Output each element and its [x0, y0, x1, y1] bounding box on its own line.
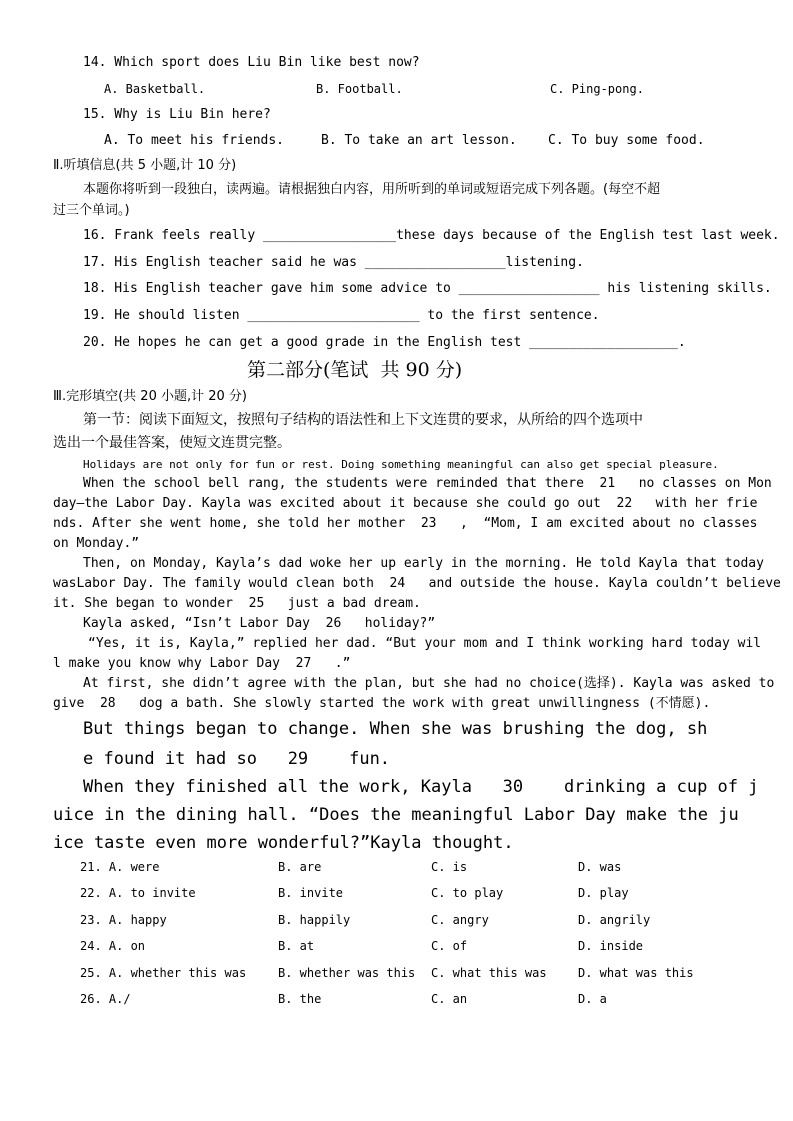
passage-line: “Yes, it is, Kayla,” replied her dad. “But your mom and I think working hard today wil [88, 636, 762, 651]
choice-option-d: D. angrily [578, 913, 651, 927]
q14-option-b: B. Football. [316, 82, 403, 96]
passage-line: day—the Labor Day. Kayla was excited about it because she could go out 22 with her frie [53, 496, 758, 511]
passage-line: At first, she didn’t agree with the plan, but she had no choice(选择). Kayla was asked to [83, 676, 775, 691]
choice-option-b: B. happily [278, 913, 351, 927]
passage-line: l make you know why Labor Day 27 .” [53, 656, 351, 671]
passage-line-large: e found it had so 29 fun. [83, 749, 391, 769]
section-3-instruction-line1: 第一节：阅读下面短文，按照句子结构的语法性和上下文连贯的要求，从所给的四个选项中 [83, 412, 643, 428]
section-2-instruction-line1: 本题你将听到一段独白，读两遍。请根据独白内容，用所听到的单词或短语完成下列各题。(每空不超 [83, 182, 661, 197]
q14-option-a: A. Basketball. [104, 82, 206, 96]
question-15: 15. Why is Liu Bin here? [83, 107, 271, 122]
choice-option-d: D. inside [578, 939, 644, 953]
passage-line: give 28 dog a bath. She slowly started the work with great unwillingness (不情愿). [53, 696, 711, 711]
choice-option-b: B. the [278, 992, 322, 1006]
passage-line: it. She began to wonder 25 just a bad dream. [53, 596, 421, 611]
passage-line-large: When they finished all the work, Kayla 30 drinking a cup of j [83, 777, 759, 797]
q15-option-c: C. To buy some food. [548, 133, 705, 148]
choice-option-c: C. is [431, 860, 468, 874]
passage-line: on Monday.” [53, 536, 140, 551]
choice-option-b: B. at [278, 939, 315, 953]
choice-option-d: D. was [578, 860, 622, 874]
question-17: 17. His English teacher said he was __________________listening. [83, 255, 584, 270]
passage-line-large: ice taste even more wonderful?”Kayla thought. [53, 833, 514, 853]
passage-line-large: uice in the dining hall. “Does the meaningful Labor Day make the ju [53, 805, 739, 825]
question-20: 20. He hopes he can get a good grade in the English test ___________________. [83, 335, 686, 350]
passage-line-large: But things began to change. When she was brushing the dog, sh [83, 719, 708, 739]
choice-option-c: C. angry [431, 913, 489, 927]
choice-option-b: B. are [278, 860, 322, 874]
choice-option-b: B. invite [278, 886, 344, 900]
choice-option-a: 25. A. whether this was [80, 966, 247, 980]
choice-option-b: B. whether was this [278, 966, 416, 980]
passage-line: nds. After she went home, she told her mother 23 , “Mom, I am excited about no classes [53, 516, 758, 531]
question-16: 16. Frank feels really _________________these days because of the English test last week. [83, 228, 780, 243]
choice-option-a: 21. A. were [80, 860, 160, 874]
question-18: 18. His English teacher gave him some advice to __________________ his listening skills. [83, 281, 772, 296]
choice-option-a: 23. A. happy [80, 913, 167, 927]
section-3-heading: Ⅲ.完形填空(共 20 小题,计 20 分) [53, 389, 247, 404]
passage-line: When the school bell rang, the students were reminded that there 21 no classes on Mon [83, 476, 772, 491]
section-2-heading: Ⅱ.听填信息(共 5 小题,计 10 分) [53, 158, 237, 173]
q14-option-c: C. Ping-pong. [550, 82, 644, 96]
choice-option-d: D. a [578, 992, 607, 1006]
choice-option-c: C. to play [431, 886, 504, 900]
choice-option-a: 22. A. to invite [80, 886, 196, 900]
question-19: 19. He should listen ______________________ to the first sentence. [83, 308, 600, 323]
choice-option-c: C. of [431, 939, 468, 953]
passage-line: Holidays are not only for fun or rest. Doing something meaningful can also get special pleasure. [83, 458, 719, 471]
section-3-instruction-line2: 选出一个最佳答案，使短文连贯完整。 [53, 435, 291, 451]
question-14: 14. Which sport does Liu Bin like best now? [83, 55, 420, 70]
choice-option-d: D. play [578, 886, 629, 900]
passage-line: wasLabor Day. The family would clean both 24 and outside the house. Kayla couldn’t believe [53, 576, 781, 591]
passage-line: Then, on Monday, Kayla’s dad woke her up early in the morning. He told Kayla that today [83, 556, 764, 571]
section-2-instruction-line2: 过三个单词。) [53, 203, 130, 218]
choice-option-c: C. an [431, 992, 468, 1006]
choice-option-d: D. what was this [578, 966, 694, 980]
choice-option-c: C. what this was [431, 966, 547, 980]
choice-option-a: 24. A. on [80, 939, 146, 953]
q15-option-b: B. To take an art lesson. [321, 133, 517, 148]
q15-option-a: A. To meet his friends. [104, 133, 285, 148]
choice-option-a: 26. A./ [80, 992, 131, 1006]
part-2-title: 第二部分(笔试 共 90 分) [247, 359, 463, 381]
passage-line: Kayla asked, “Isn’t Labor Day 26 holiday?” [83, 616, 436, 631]
